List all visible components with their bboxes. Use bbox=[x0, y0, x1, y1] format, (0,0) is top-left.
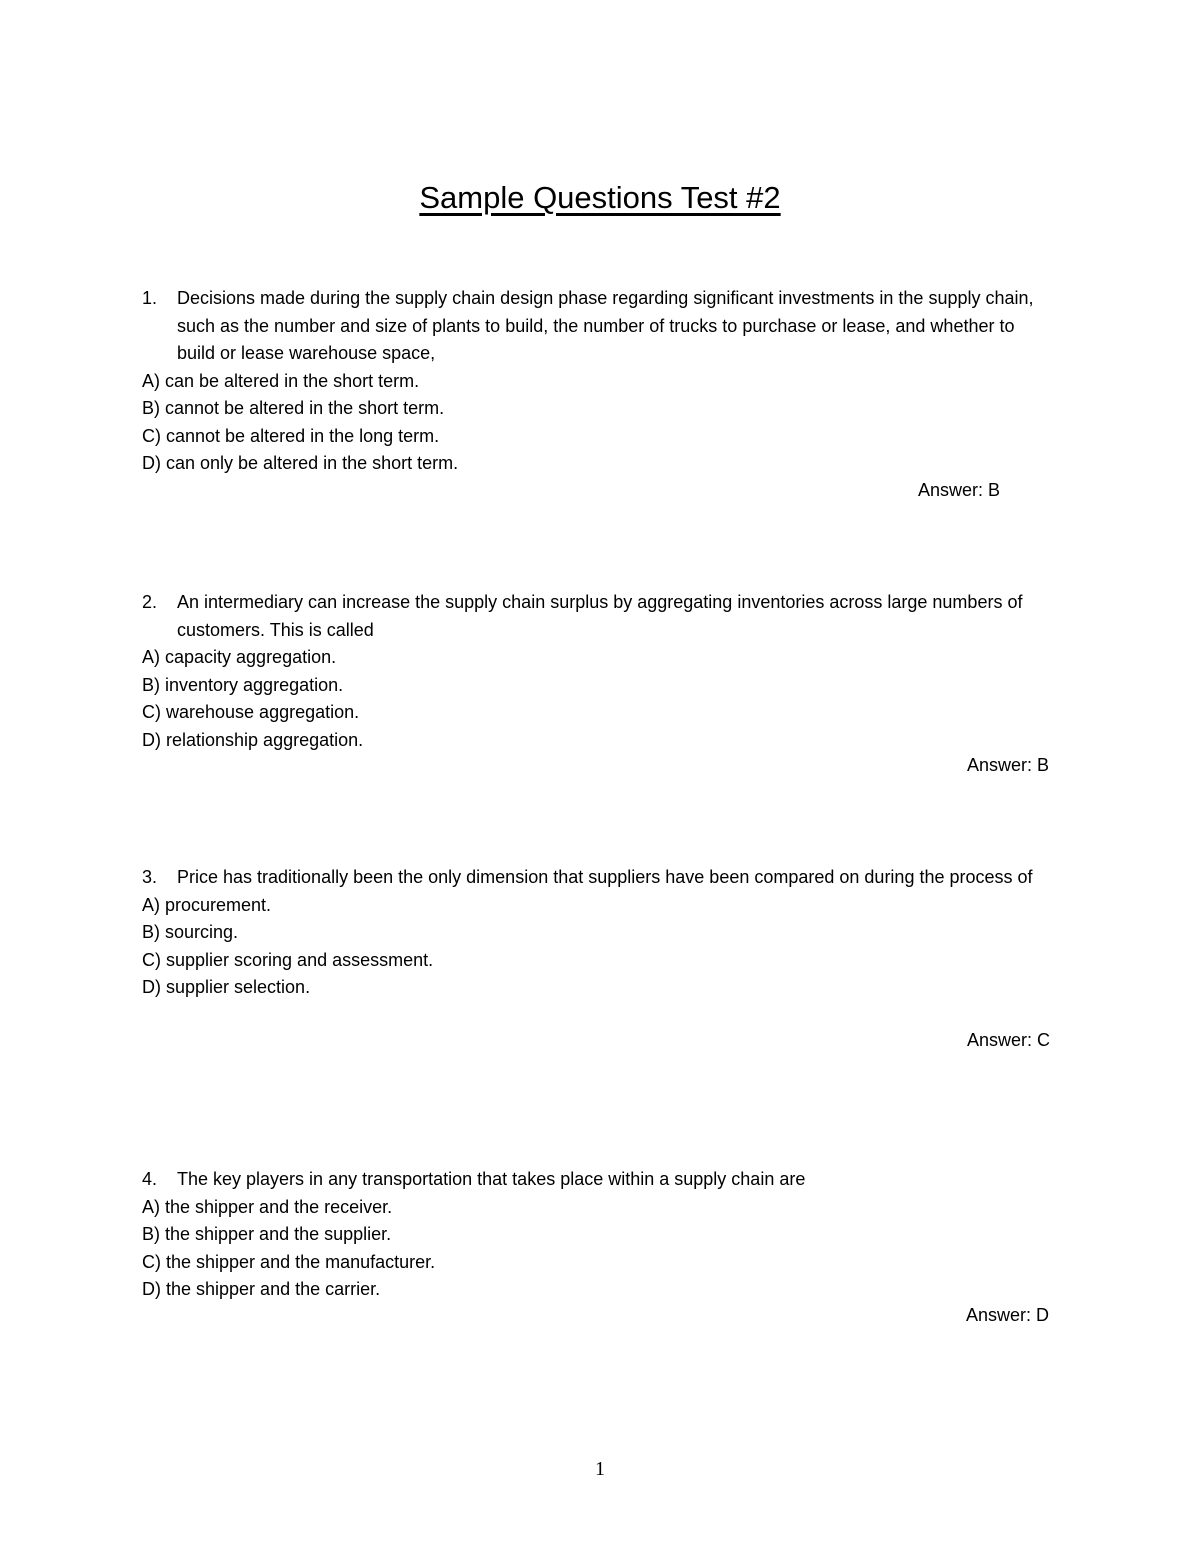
answer-3: Answer: C bbox=[967, 1030, 1051, 1050]
option-c: C) warehouse aggregation. bbox=[142, 702, 360, 722]
question-4 bbox=[142, 1166, 1042, 1304]
question-number: 2. bbox=[142, 592, 158, 612]
option-c: C) cannot be altered in the long term. bbox=[142, 425, 440, 446]
question-stem bbox=[142, 589, 1042, 644]
answer-4: Answer: D bbox=[966, 1305, 1050, 1325]
option-b: B) the shipper and the supplier. bbox=[142, 1224, 392, 1244]
option-d: D) can only be altered in the short term. bbox=[142, 453, 459, 473]
question-stem bbox=[142, 864, 1042, 892]
question-text: An intermediary can increase the supply chain surplus by aggregating inventories across large numbers of customers. This is called bbox=[177, 592, 1023, 640]
option-b: B) inventory aggregation. bbox=[142, 674, 344, 695]
question-text: The key players in any transportation that takes place within a supply chain are bbox=[177, 1169, 806, 1189]
option-c: C) supplier scoring and assessment. bbox=[142, 949, 434, 970]
answer-2: Answer: B bbox=[967, 755, 1050, 775]
question-number: 1. bbox=[142, 288, 158, 308]
page-title: Sample Questions Test #2 bbox=[419, 180, 781, 215]
option-c: C) the shipper and the manufacturer. bbox=[142, 1251, 436, 1272]
option-a: A) the shipper and the receiver. bbox=[142, 1196, 393, 1217]
page-number: 1 bbox=[595, 1458, 605, 1480]
answer-1: Answer: B bbox=[918, 480, 1001, 500]
option-d: D) supplier selection. bbox=[142, 977, 311, 997]
option-a: A) can be altered in the short term. bbox=[142, 370, 420, 391]
question-number: 4. bbox=[142, 1169, 158, 1189]
option-d: D) relationship aggregation. bbox=[142, 729, 364, 750]
question-stem bbox=[142, 1166, 1042, 1194]
question-2 bbox=[142, 589, 1042, 754]
question-text: Decisions made during the supply chain design phase regarding significant investments in the supply chain, such as the number and size of plants to build, the number of trucks to purchase or lease, and whether to build or lease warehouse space, bbox=[177, 288, 1034, 363]
question-number: 3. bbox=[142, 867, 158, 887]
question-text: Price has traditionally been the only dimension that suppliers have been compared on during the process of bbox=[177, 867, 1033, 887]
option-d: D) the shipper and the carrier. bbox=[142, 1279, 381, 1299]
option-b: B) sourcing. bbox=[142, 922, 239, 942]
question-3 bbox=[142, 864, 1042, 1002]
option-a: A) capacity aggregation. bbox=[142, 647, 337, 667]
question-stem bbox=[142, 285, 1042, 368]
option-b: B) cannot be altered in the short term. bbox=[142, 398, 445, 418]
option-a: A) procurement. bbox=[142, 894, 272, 915]
question-1 bbox=[142, 285, 1042, 478]
